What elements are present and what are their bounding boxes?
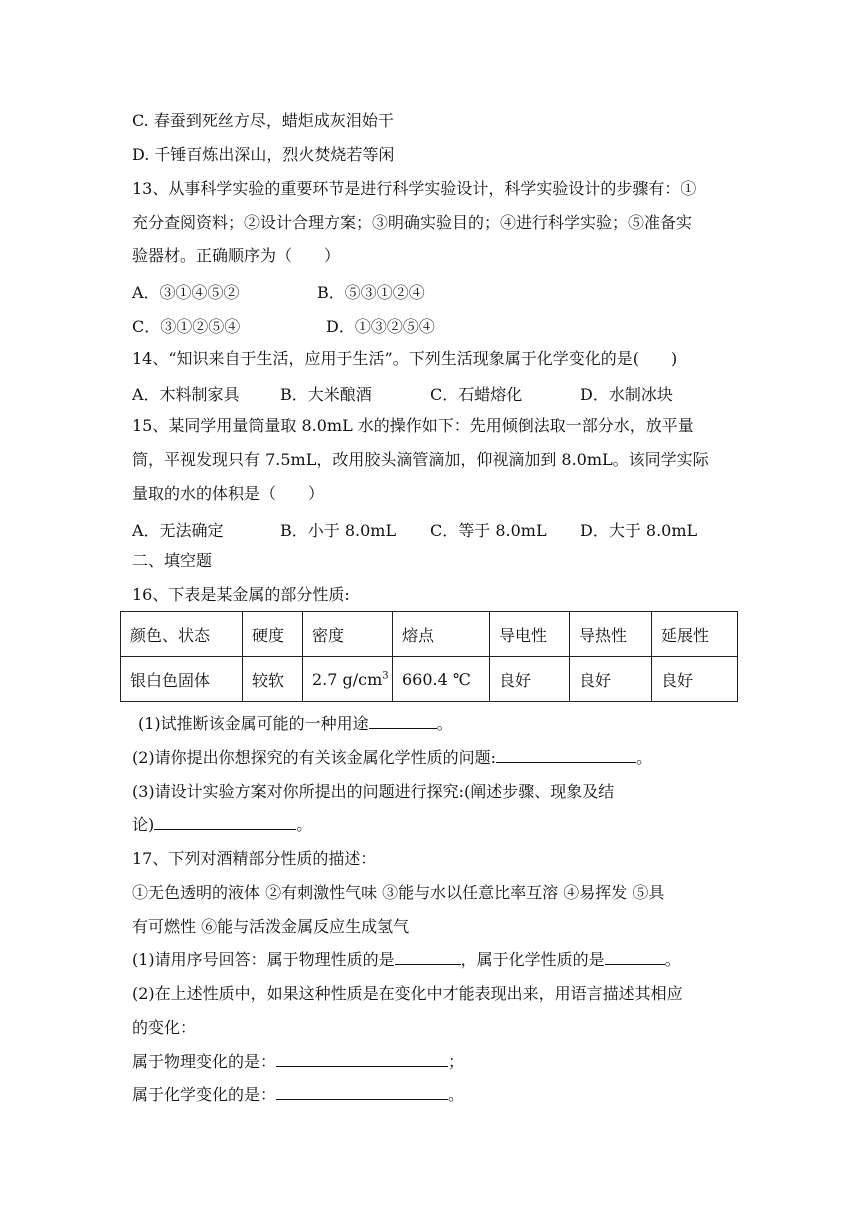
q17-part-1-text-a: (1)请用序号回答：属于物理性质的是 — [132, 950, 395, 969]
q15-option-a: A．无法确定 — [132, 521, 224, 540]
q17-part-1 — [132, 950, 681, 970]
q12-option-c: C. 春蚕到死丝方尽，蜡炬成灰泪始干 — [132, 111, 394, 130]
table-header-cell: 硬度 — [243, 612, 303, 657]
q17-stem: 17、下列对酒精部分性质的描述： — [132, 849, 377, 868]
q14-option-b: B．大米酿酒 — [280, 385, 372, 404]
table-cell: 银白色固体 — [121, 657, 243, 702]
metal-properties-table — [120, 611, 738, 702]
q17-physical-end: ； — [448, 1052, 465, 1071]
table-header-cell: 熔点 — [393, 612, 490, 657]
q16-part-2-text: (2)请你提出你想探究的有关该金属化学性质的问题: — [132, 748, 497, 767]
table-cell: 良好 — [570, 657, 652, 702]
q16-part-2-end: 。 — [636, 748, 653, 767]
q17-part-2-line-1: (2)在上述性质中，如果这种性质是在变化中才能表现出来，用语言描述其相应 — [132, 984, 683, 1003]
q16-part-3-line-2 — [132, 815, 312, 835]
q16-part-1 — [138, 714, 453, 734]
q16-part-3-text: 论) — [132, 815, 155, 834]
q16-part-3-line-1: (3)请设计实验方案对你所提出的问题进行探究:(阐述步骤、现象及结 — [132, 782, 615, 801]
density-exponent: 3 — [382, 670, 389, 682]
table-cell: 良好 — [490, 657, 570, 702]
q13-stem-3: 验器材。正确顺序为（ ） — [132, 246, 341, 265]
q16-stem: 16、下表是某金属的部分性质: — [132, 585, 350, 604]
q17-physical-change — [132, 1052, 464, 1072]
q17-part-1-end: 。 — [664, 950, 681, 969]
section-heading: 二、填空题 — [132, 551, 213, 570]
answer-blank[interactable] — [276, 1052, 448, 1067]
answer-blank[interactable] — [605, 950, 665, 965]
q13-stem-2: 充分查阅资料；②设计合理方案；③明确实验目的；④进行科学实验；⑤准备实 — [132, 213, 693, 232]
table-header-cell: 导电性 — [490, 612, 570, 657]
q16-part-1-text: (1)试推断该金属可能的一种用途 — [138, 714, 369, 733]
q17-chemical-change — [132, 1085, 464, 1105]
table-header-row — [121, 612, 738, 657]
q15-stem-2: 筒，平视发现只有 7.5mL，改用胶头滴管滴加，仰视滴加到 8.0mL。该同学实际 — [132, 450, 709, 469]
q17-part-2-line-2: 的变化： — [132, 1018, 197, 1037]
q17-list-2: 有可燃性 ⑥能与活泼金属反应生成氢气 — [132, 917, 410, 936]
q15-stem-1: 15、某同学用量筒量取 8.0mL 水的操作如下：先用倾倒法取一部分水，放平量 — [132, 416, 694, 435]
table-row — [121, 657, 738, 702]
table-cell: 较软 — [243, 657, 303, 702]
table-header-cell: 延展性 — [652, 612, 738, 657]
q12-option-d: D. 千锤百炼出深山，烈火焚烧若等闲 — [132, 145, 395, 164]
answer-blank[interactable] — [369, 714, 437, 729]
table-cell-density — [303, 657, 393, 702]
q13-option-a: A．③①④⑤② — [132, 283, 240, 302]
table-header-cell: 密度 — [303, 612, 393, 657]
q14-option-d: D．水制冰块 — [580, 385, 673, 404]
q15-stem-3: 量取的水的体积是（ ） — [132, 484, 325, 503]
q14-option-a: A．木料制家具 — [132, 385, 240, 404]
q15-option-c: C．等于 8.0mL — [430, 521, 547, 540]
q17-chemical-label: 属于化学变化的是： — [132, 1085, 277, 1104]
q13-option-c: C．③①②⑤④ — [132, 317, 241, 336]
answer-blank[interactable] — [496, 748, 636, 763]
q17-list-1: ①无色透明的液体 ②有刺激性气味 ③能与水以任意比率互溶 ④易挥发 ⑤具 — [132, 883, 665, 902]
q14-option-c: C．石蜡熔化 — [430, 385, 523, 404]
answer-blank[interactable] — [395, 950, 461, 965]
q16-part-2 — [132, 748, 652, 768]
table-header-cell: 导热性 — [570, 612, 652, 657]
q15-option-d: D．大于 8.0mL — [580, 521, 698, 540]
q16-part-3-end: 。 — [296, 815, 313, 834]
density-value: 2.7 g/cm — [312, 669, 383, 689]
q17-part-1-text-b: ，属于化学性质的是 — [460, 950, 605, 969]
answer-blank[interactable] — [154, 815, 296, 830]
q15-option-b: B．小于 8.0mL — [280, 521, 397, 540]
q13-option-b: B．⑤③①②④ — [317, 283, 425, 302]
table-cell: 660.4 ℃ — [393, 657, 490, 702]
q16-part-1-end: 。 — [436, 714, 453, 733]
q17-chemical-end: 。 — [448, 1085, 465, 1104]
answer-blank[interactable] — [276, 1085, 448, 1100]
q14-stem: 14、“知识来自于生活，应用于生活”。下列生活现象属于化学变化的是( ) — [132, 349, 678, 368]
q17-physical-label: 属于物理变化的是： — [132, 1052, 277, 1071]
table-cell: 良好 — [652, 657, 738, 702]
table-header-cell: 颜色、状态 — [121, 612, 243, 657]
q13-option-d: D．①③②⑤④ — [326, 317, 435, 336]
q13-stem-1: 13、从事科学实验的重要环节是进行科学实验设计，科学实验设计的步骤有：① — [132, 179, 697, 198]
